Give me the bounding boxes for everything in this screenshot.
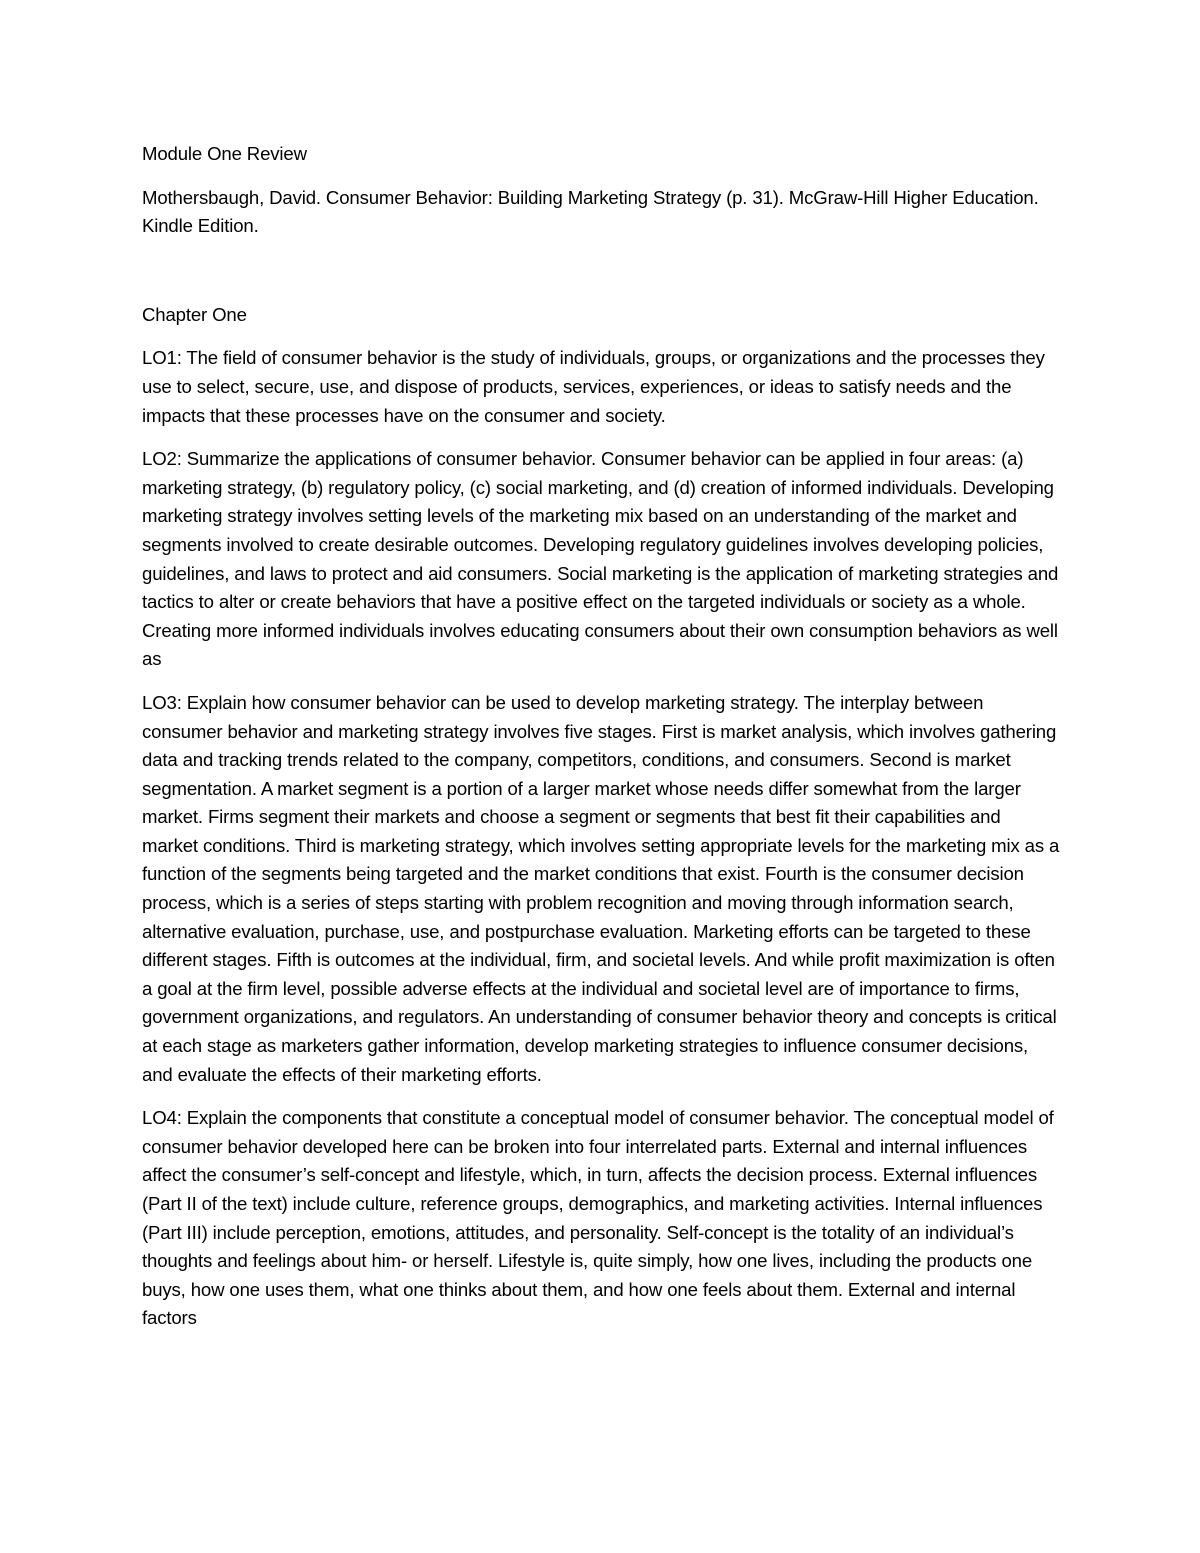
document-title: Module One Review xyxy=(142,143,307,164)
paragraph-lo2: LO2: Summarize the applications of consumer behavior. Consumer behavior can be applied in four areas: (a) marketing strategy, (b) regulatory policy, (c) social marketing, and (d) creation of informed individuals. Developing marketing strategy involves setting levels of the marketing mix based on an understanding of the market and segments involved to create desirable outcomes. Developing regulatory guidelines involves developing policies, guidelines, and laws to protect and aid consumers. Social marketing is the application of marketing strategies and tactics to alter or create behaviors that have a positive effect on the targeted individuals or society as a whole. Creating more informed individuals involves educating consumers about their own consumption behaviors as well as xyxy=(142,448,1059,670)
document-body xyxy=(142,140,1060,1348)
paragraph-lo3: LO3: Explain how consumer behavior can be used to develop marketing strategy. The interplay between consumer behavior and marketing strategy involves five stages. First is market analysis, which involves gathering data and tracking trends related to the company, competitors, conditions, and consumers. Second is market segmentation. A market segment is a portion of a larger market whose needs differ somewhat from the larger market. Firms segment their markets and choose a segment or segments that best fit their capabilities and market conditions. Third is marketing strategy, which involves setting appropriate levels for the marketing mix as a function of the segments being targeted and the market conditions that exist. Fourth is the consumer decision process, which is a series of steps starting with problem recognition and moving through information search, alternative evaluation, purchase, use, and postpurchase evaluation. Marketing efforts can be targeted to these different stages. Fifth is outcomes at the individual, firm, and societal levels. And while profit maximization is often a goal at the firm level, possible adverse effects at the individual and societal level are of importance to firms, government organizations, and regulators. An understanding of consumer behavior theory and concepts is critical at each stage as marketers gather information, develop marketing strategies to influence consumer decisions, and evaluate the effects of their marketing efforts. xyxy=(142,691,1060,1085)
paragraph-lo4: LO4: Explain the components that constitute a conceptual model of consumer behavior. The conceptual model of consumer behavior developed here can be broken into four interrelated parts. External and internal influences affect the consumer’s self-concept and lifestyle, which, in turn, affects the decision process. External influences (Part II of the text) include culture, reference groups, demographics, and marketing activities. Internal influences (Part III) include perception, emotions, attitudes, and personality. Self-concept is the totality of an individual’s thoughts and feelings about him- or herself. Lifestyle is, quite simply, how one lives, including the products one buys, how one uses them, what one thinks about them, and how one feels about them. External and internal factors xyxy=(142,1107,1054,1329)
citation: Mothersbaugh, David. Consumer Behavior: Building Marketing Strategy (p. 31). McGraw-Hill Higher Education. Kindle Edition. xyxy=(142,186,1039,237)
chapter-heading: Chapter One xyxy=(142,303,247,325)
paragraph-lo1: LO1: The field of consumer behavior is the study of individuals, groups, or organizations and the processes they use to select, secure, use, and dispose of products, services, experiences, or ideas to satisfy needs and the impacts that these processes have on the consumer and society. xyxy=(142,347,1045,426)
